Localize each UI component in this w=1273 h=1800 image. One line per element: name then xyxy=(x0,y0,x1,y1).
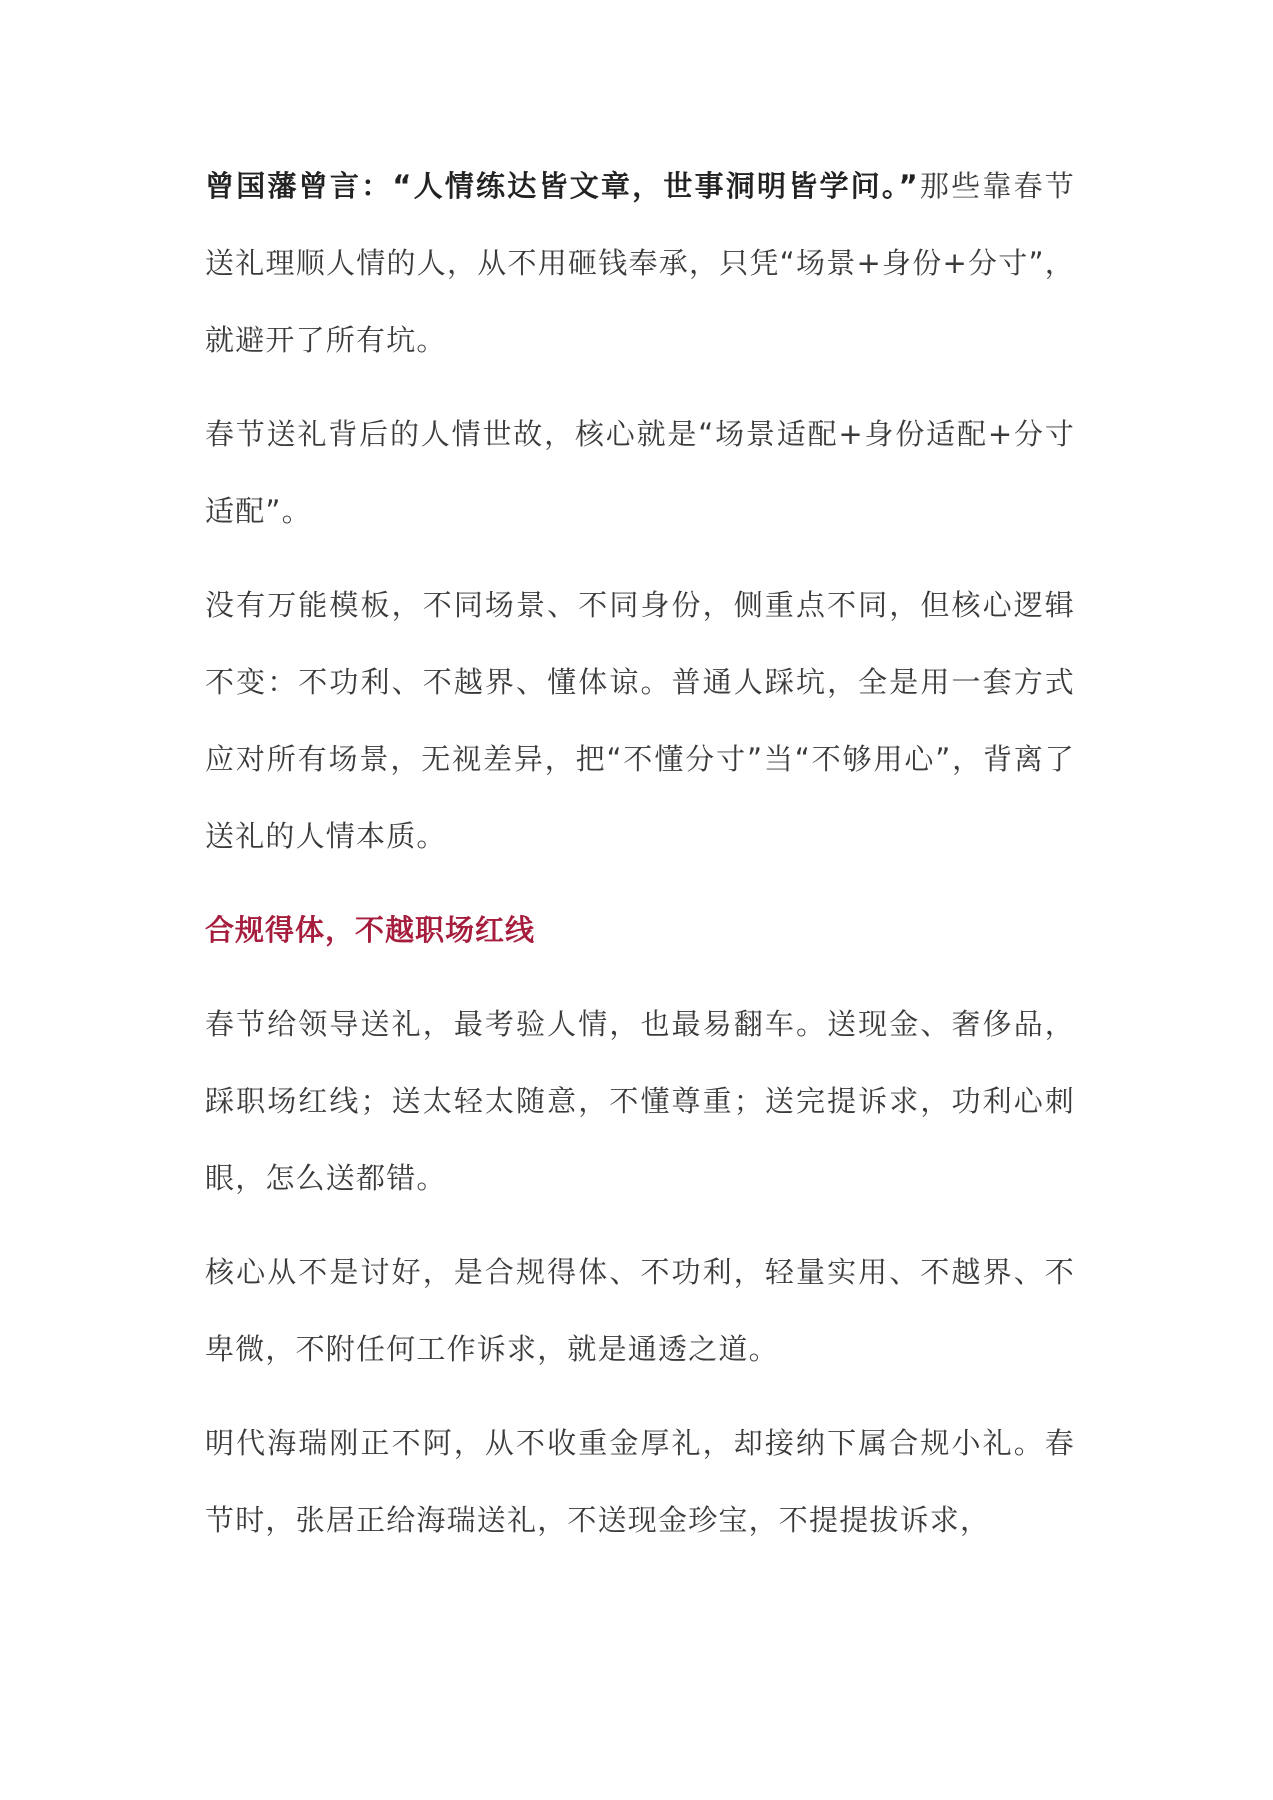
paragraph-core-principle: 春节送礼背后的人情世故，核心就是“场景适配+身份适配+分寸适配”。 xyxy=(205,417,1075,528)
paragraph-intro xyxy=(205,148,1075,379)
quote-lead: 曾国藩曾言：“人情练达皆文章，世事洞明皆学问。” xyxy=(205,169,919,203)
article-body xyxy=(205,148,1075,1576)
paragraph-core-not-flattery: 核心从不是讨好，是合规得体、不功利，轻量实用、不越界、不卑微，不附任何工作诉求，就是通透之道。 xyxy=(205,1255,1075,1366)
paragraph-hai-rui-story: 明代海瑞刚正不阿，从不收重金厚礼，却接纳下属合规小礼。春节时，张居正给海瑞送礼，不送现金珍宝，不提提拔诉求， xyxy=(205,1426,1075,1537)
section-heading: 合规得体，不越职场红线 xyxy=(205,913,536,947)
paragraph-no-template: 没有万能模板，不同场景、不同身份，侧重点不同，但核心逻辑不变：不功利、不越界、懂体谅。普通人踩坑，全是用一套方式应对所有场景，无视差异，把“不懂分寸”当“不够用心”，背离了送礼的人情本质。 xyxy=(205,588,1075,853)
paragraph-leader-gift: 春节给领导送礼，最考验人情，也最易翻车。送现金、奢侈品，踩职场红线；送太轻太随意，不懂尊重；送完提诉求，功利心刺眼，怎么送都错。 xyxy=(205,1007,1075,1195)
intro-text: 那些靠春节送礼理顺人情的人，从不用砸钱奉承，只凭“场景+身份+分寸”，就避开了所有坑。 xyxy=(205,169,1075,357)
